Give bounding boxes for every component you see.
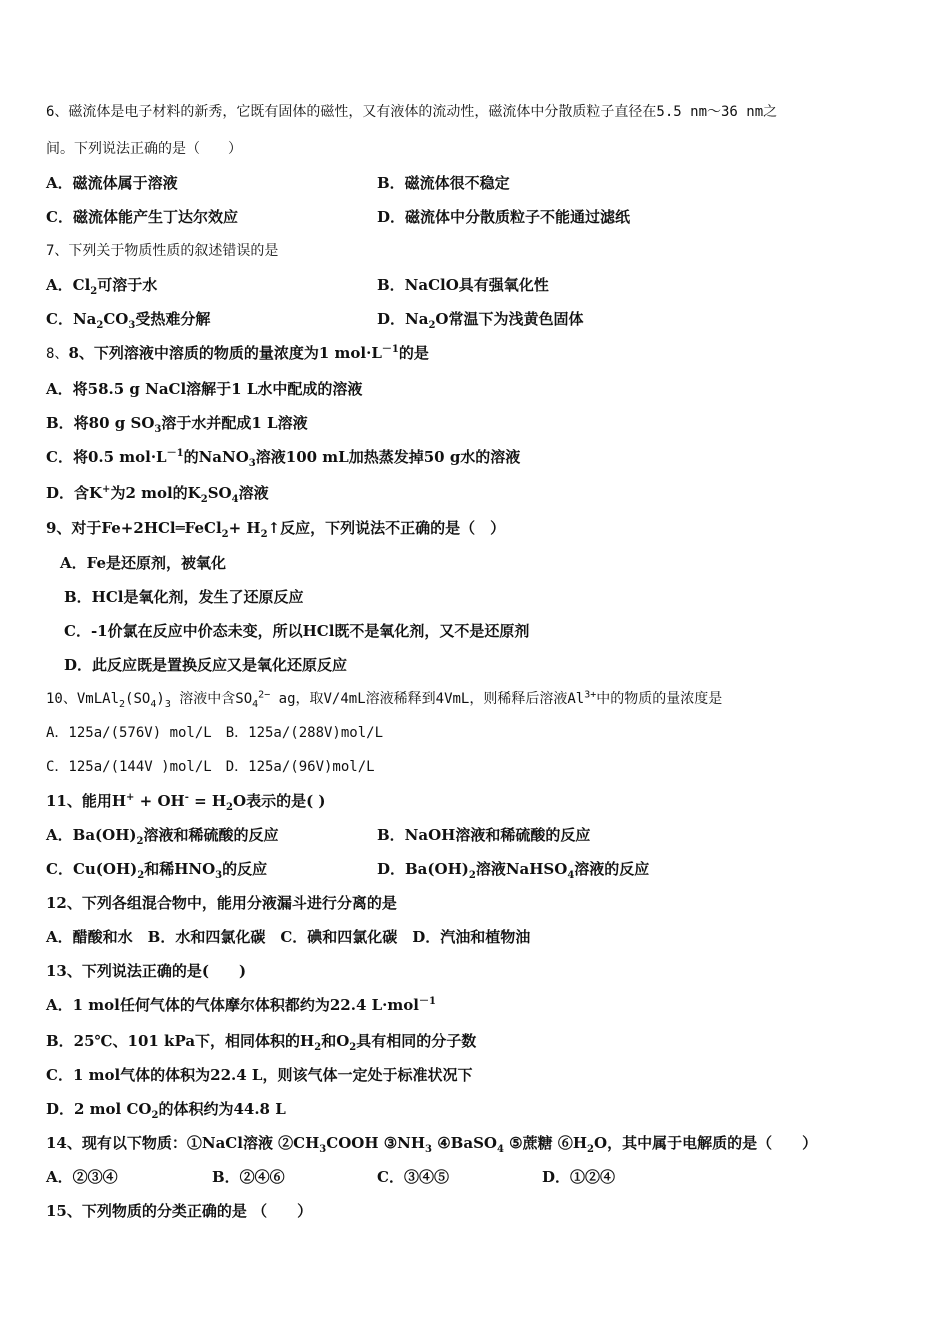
question-9-stem: 9、对于Fe+2HCl═FeCl$_2$+ $H_2↑$反应，下列说法不正确的是（ ） (46, 519, 506, 540)
question-7-stem: 7、下列关于物质性质的叙述错误的是 (46, 243, 279, 259)
question-8-stem: 8、8、下列溶液中溶质的物质的量浓度为1 $mol\cdot L^{-1}$的是 (46, 344, 429, 362)
question-10-stem: 10、$VmLAl_2(SO_4)_3$ 溶液中含$SO_4^{2-}$ ag，取V/4mL溶液稀释到4VmL，则稀释后溶液$Al^{3+}$中的物质的量浓度是 (46, 689, 723, 710)
q13-option-c: C．1 mol气体的体积为22.4 L，则该气体一定处于标准状况下 (46, 1066, 473, 1084)
q7-option-a: A．$Cl_2$可溶于水 (46, 276, 158, 297)
q8-option-b: B．将80 g $SO_3$溶于水并配成1 L溶液 (46, 414, 308, 435)
q11-option-c: C．$Cu(OH)_2$和稀$HNO_3$的反应 (46, 860, 268, 881)
q6-option-a: A．磁流体属于溶液 (46, 174, 178, 192)
q14-option-a: A．②③④ (46, 1168, 118, 1186)
q14-option-d: D．①②④ (542, 1168, 616, 1186)
q6-option-b: B．磁流体很不稳定 (377, 174, 510, 192)
question-14-stem: 14、现有以下物质：①NaCl溶液 $②CH_3COOH$ $③NH_3$ ④BaSO$_4$ ⑤蔗糖 $⑥H_2O$，其中属于电解质的是（ ） (46, 1134, 818, 1155)
question-12-stem: 12、下列各组混合物中，能用分液漏斗进行分离的是 (46, 894, 397, 912)
q6-option-c: C．磁流体能产生丁达尔效应 (46, 208, 238, 226)
q8-option-a: A．将58.5 g NaCl溶解于1 L水中配成的溶液 (46, 380, 363, 398)
question-13-stem: 13、下列说法正确的是( ) (46, 962, 247, 980)
q9-option-c: C．-1价氯在反应中价态未变，所以HCl既不是氧化剂，又不是还原剂 (64, 622, 530, 640)
question-6-stem-line2: 间。下列说法正确的是（ ） (46, 141, 242, 157)
q9-option-a: A．Fe是还原剂，被氧化 (60, 554, 227, 572)
q11-option-d: D．$Ba(OH)_2$溶液NaHSO$_4$溶液的反应 (377, 860, 650, 881)
q13-option-b: B．25℃、101 kPa下，相同体积的$H_2$和$O_2$具有相同的分子数 (46, 1032, 477, 1053)
q10-options-ab: A．125a/(576V) mol/L B．125a/(288V)mol/L (46, 725, 384, 741)
q13-option-a: A．1 mol任何气体的气体摩尔体积都约为22.4 L·mol$^{-1}$ (46, 996, 436, 1014)
q8-option-c: C．将0.5 $mol\cdot L^{-1}$的NaNO$_3$溶液100 mL加热蒸发掉50 g水的溶液 (46, 448, 521, 469)
q13-option-d: D．2 mol $CO_2$的体积约为44.8 L (46, 1100, 286, 1121)
q7-option-b: B．NaClO具有强氧化性 (377, 276, 549, 294)
q9-option-d: D．此反应既是置换反应又是氧化还原反应 (64, 656, 348, 674)
q12-options: A．醋酸和水 B．水和四氯化碳 C．碘和四氯化碳 D．汽油和植物油 (46, 928, 531, 946)
question-6-options-ab (46, 173, 178, 193)
q8-option-d: D．含K+为2 mol的$K_2SO_4$溶液 (46, 484, 269, 505)
q6-option-d: D．磁流体中分散质粒子不能通过滤纸 (377, 208, 631, 226)
q14-option-c: C．③④⑤ (377, 1168, 449, 1186)
question-6-stem-line1: 6、磁流体是电子材料的新秀，它既有固体的磁性，又有液体的流动性，磁流体中分散质粒子直径在5.5 nm～36 nm之 (46, 104, 778, 120)
q10-options-cd: C．125a/(144V )mol/L D．125a/(96V)mol/L (46, 759, 375, 775)
q9-option-b: B．HCl是氧化剂，发生了还原反应 (64, 588, 304, 606)
q7-option-c: C．$Na_2CO_3$受热难分解 (46, 310, 211, 331)
q11-option-b: B．NaOH溶液和稀硫酸的反应 (377, 826, 591, 844)
q7-option-d: D．$Na_2O$常温下为浅黄色固体 (377, 310, 584, 331)
question-15-stem: 15、下列物质的分类正确的是 （ ） (46, 1202, 313, 1220)
q14-option-b: B．②④⑥ (212, 1168, 285, 1186)
q11-option-a: A．$Ba(OH)_2$溶液和稀硫酸的反应 (46, 826, 279, 847)
question-11-stem: 11、能用$H^+ + OH^- = H_2O$表示的是( ) (46, 792, 326, 813)
